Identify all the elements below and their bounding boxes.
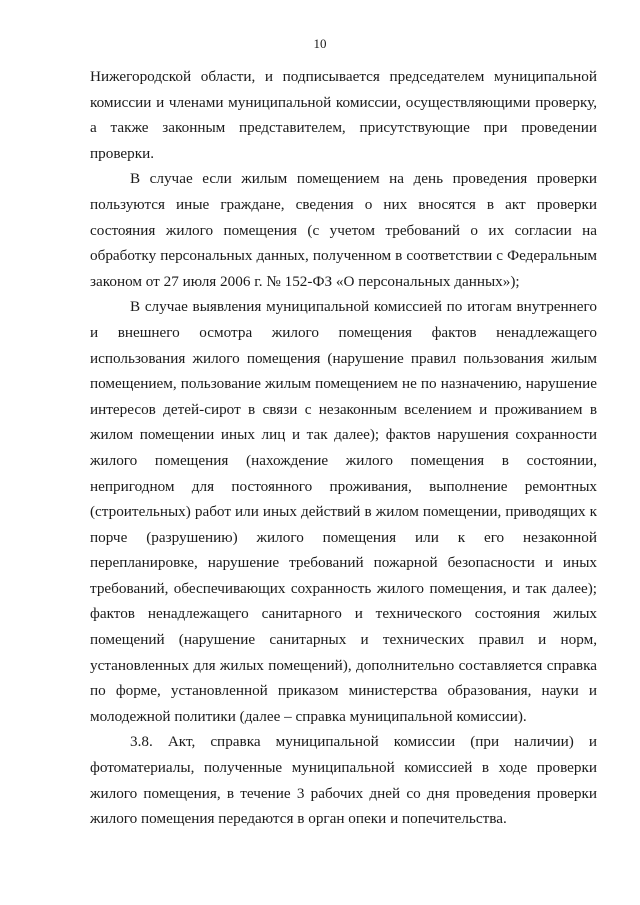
paragraph-continuation: Нижегородской области, и подписывается председателем муниципальной комиссии и членами муниципальной комиссии, осуществляющими проверку, а также законным представителем, присутствующие при проведении проверки. <box>90 68 597 162</box>
paragraph-violations: В случае выявления муниципальной комиссией по итогам внутреннего и внешнего осмотра жилого помещения фактов ненадлежащего использования жилого помещения (нарушение правил пользования жилым помещением, пользование жилым помещением не по назначению, нарушение интересов детей-сирот в связи с незаконным вселением и проживанием в жилом помещении иных лиц и так далее); фактов нарушения сохранности жилого помещения (нахождение жилого помещения в состоянии, непригодном для постоянного проживания, выполнение ремонтных (строительных) работ или иных действий в жилом помещении, приводящих к порче (разрушению) жилого помещения или к его незаконной перепланировке, нарушение требований пожарной безопасности и иных требований, обеспечивающих сохранность жилого помещения, и так далее); фактов ненадлежащего санитарного и технического состояния жилых помещений (нарушение санитарных и технических правил и норм, установленных для жилых помещений), дополнительно составляется справка по форме, установленной приказом министерства образования, науки и молодежной политики (далее – справка муниципальной комиссии). <box>90 298 597 725</box>
page-number: 10 <box>313 36 327 51</box>
paragraph-section-3-8: 3.8. Акт, справка муниципальной комиссии (при наличии) и фотоматериалы, полученные муниципальной комиссией в ходе проверки жилого помещения, в течение 3 рабочих дней со дня проведения проверки жилого помещения передаются в орган опеки и попечительства. <box>90 733 597 828</box>
paragraph-other-citizens: В случае если жилым помещением на день проведения проверки пользуются иные граждане, сведения о них вносятся в акт проверки состояния жилого помещения (с учетом требований о их согласии на обработку персональных данных, полученном в соответствии с Федеральным законом от 27 июля 2006 г. № 152-ФЗ «О персональных данных»); <box>90 170 597 290</box>
document-body <box>90 64 597 832</box>
